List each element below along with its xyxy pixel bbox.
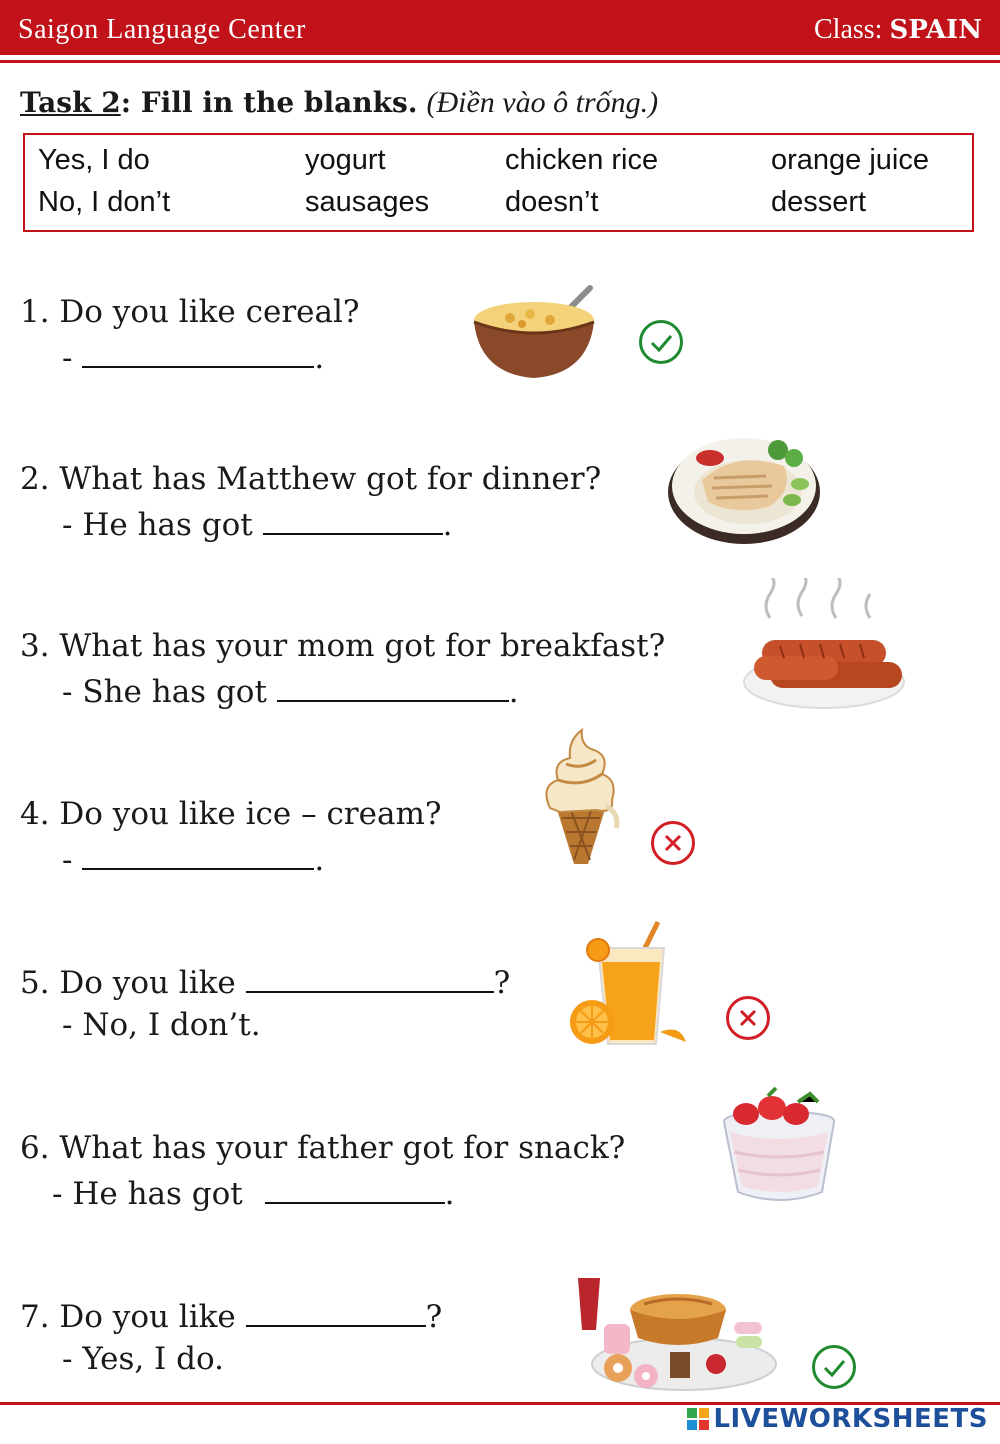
word-bank-item: yogurt — [305, 144, 386, 176]
word-bank-item: chicken rice — [505, 144, 659, 176]
answer-prefix: - — [62, 842, 83, 878]
answer-1 — [62, 338, 324, 376]
orange-juice-icon — [568, 920, 692, 1050]
liveworksheets-logo-icon — [687, 1408, 709, 1430]
liveworksheets-logo — [687, 1404, 988, 1434]
task-instruction: : Fill in the blanks. — [120, 86, 418, 119]
sausages-icon — [740, 578, 912, 714]
school-name: Saigon Language Center — [18, 14, 306, 45]
task-translation: (Điền vào ô trống.) — [426, 86, 659, 119]
question-4: 4. Do you like ice – cream? — [20, 796, 442, 832]
check-circle-icon — [639, 320, 683, 364]
class-info — [814, 14, 982, 46]
ice-cream-icon — [536, 724, 626, 866]
cereal-bowl-icon — [470, 282, 600, 382]
header-divider — [0, 60, 1000, 63]
question-1: 1. Do you like cereal? — [20, 294, 360, 330]
answer-blank-3[interactable] — [277, 672, 509, 702]
check-circle-icon — [812, 1345, 856, 1389]
answer-prefix: - — [62, 340, 83, 376]
dessert-icon — [574, 1272, 784, 1394]
yogurt-icon — [714, 1082, 844, 1212]
logo-text: LIVEWORKSHEETS — [713, 1404, 988, 1434]
answer-prefix: - She has got — [62, 674, 277, 710]
answer-suffix: . — [442, 507, 453, 543]
answer-suffix: . — [314, 842, 325, 878]
class-name: SPAIN — [889, 15, 982, 45]
answer-blank-6[interactable] — [265, 1174, 445, 1204]
question-6: 6. What has your father got for snack? — [20, 1130, 626, 1166]
word-bank-item: No, I don’t — [38, 186, 171, 218]
question-3: 3. What has your mom got for breakfast? — [20, 628, 666, 664]
header-bar — [0, 0, 1000, 55]
answer-3 — [62, 672, 519, 710]
word-bank-item: doesn’t — [505, 186, 599, 218]
answer-suffix: . — [314, 340, 325, 376]
answer-suffix: . — [444, 1176, 455, 1212]
word-bank-item: Yes, I do — [38, 144, 150, 176]
question-blank-7[interactable] — [246, 1297, 426, 1327]
cross-circle-icon — [726, 996, 770, 1040]
question-7 — [20, 1297, 442, 1335]
question-blank-5[interactable] — [246, 963, 494, 993]
class-label: Class: — [813, 14, 883, 45]
answer-suffix: . — [508, 674, 519, 710]
chicken-rice-icon — [666, 420, 826, 548]
answer-5: - No, I don’t. — [62, 1007, 261, 1043]
answer-7: - Yes, I do. — [62, 1341, 224, 1377]
word-bank — [23, 133, 974, 232]
word-bank-item: sausages — [305, 186, 430, 218]
answer-6 — [52, 1174, 454, 1212]
answer-blank-1[interactable] — [82, 338, 314, 368]
question-suffix: ? — [425, 1299, 443, 1335]
answer-blank-4[interactable] — [82, 840, 314, 870]
question-2: 2. What has Matthew got for dinner? — [20, 461, 602, 497]
question-prefix: 7. Do you like — [20, 1299, 246, 1335]
word-bank-item: dessert — [771, 186, 867, 218]
question-5 — [20, 963, 510, 1001]
answer-4 — [62, 840, 324, 878]
word-bank-item: orange juice — [771, 144, 929, 176]
question-suffix: ? — [493, 965, 511, 1001]
task-title — [20, 86, 658, 120]
task-number: Task 2 — [20, 86, 121, 119]
question-prefix: 5. Do you like — [20, 965, 246, 1001]
answer-prefix: - He has got — [62, 507, 263, 543]
answer-2 — [62, 505, 452, 543]
answer-prefix: - He has got — [52, 1176, 253, 1212]
answer-blank-2[interactable] — [263, 505, 443, 535]
cross-circle-icon — [651, 821, 695, 865]
